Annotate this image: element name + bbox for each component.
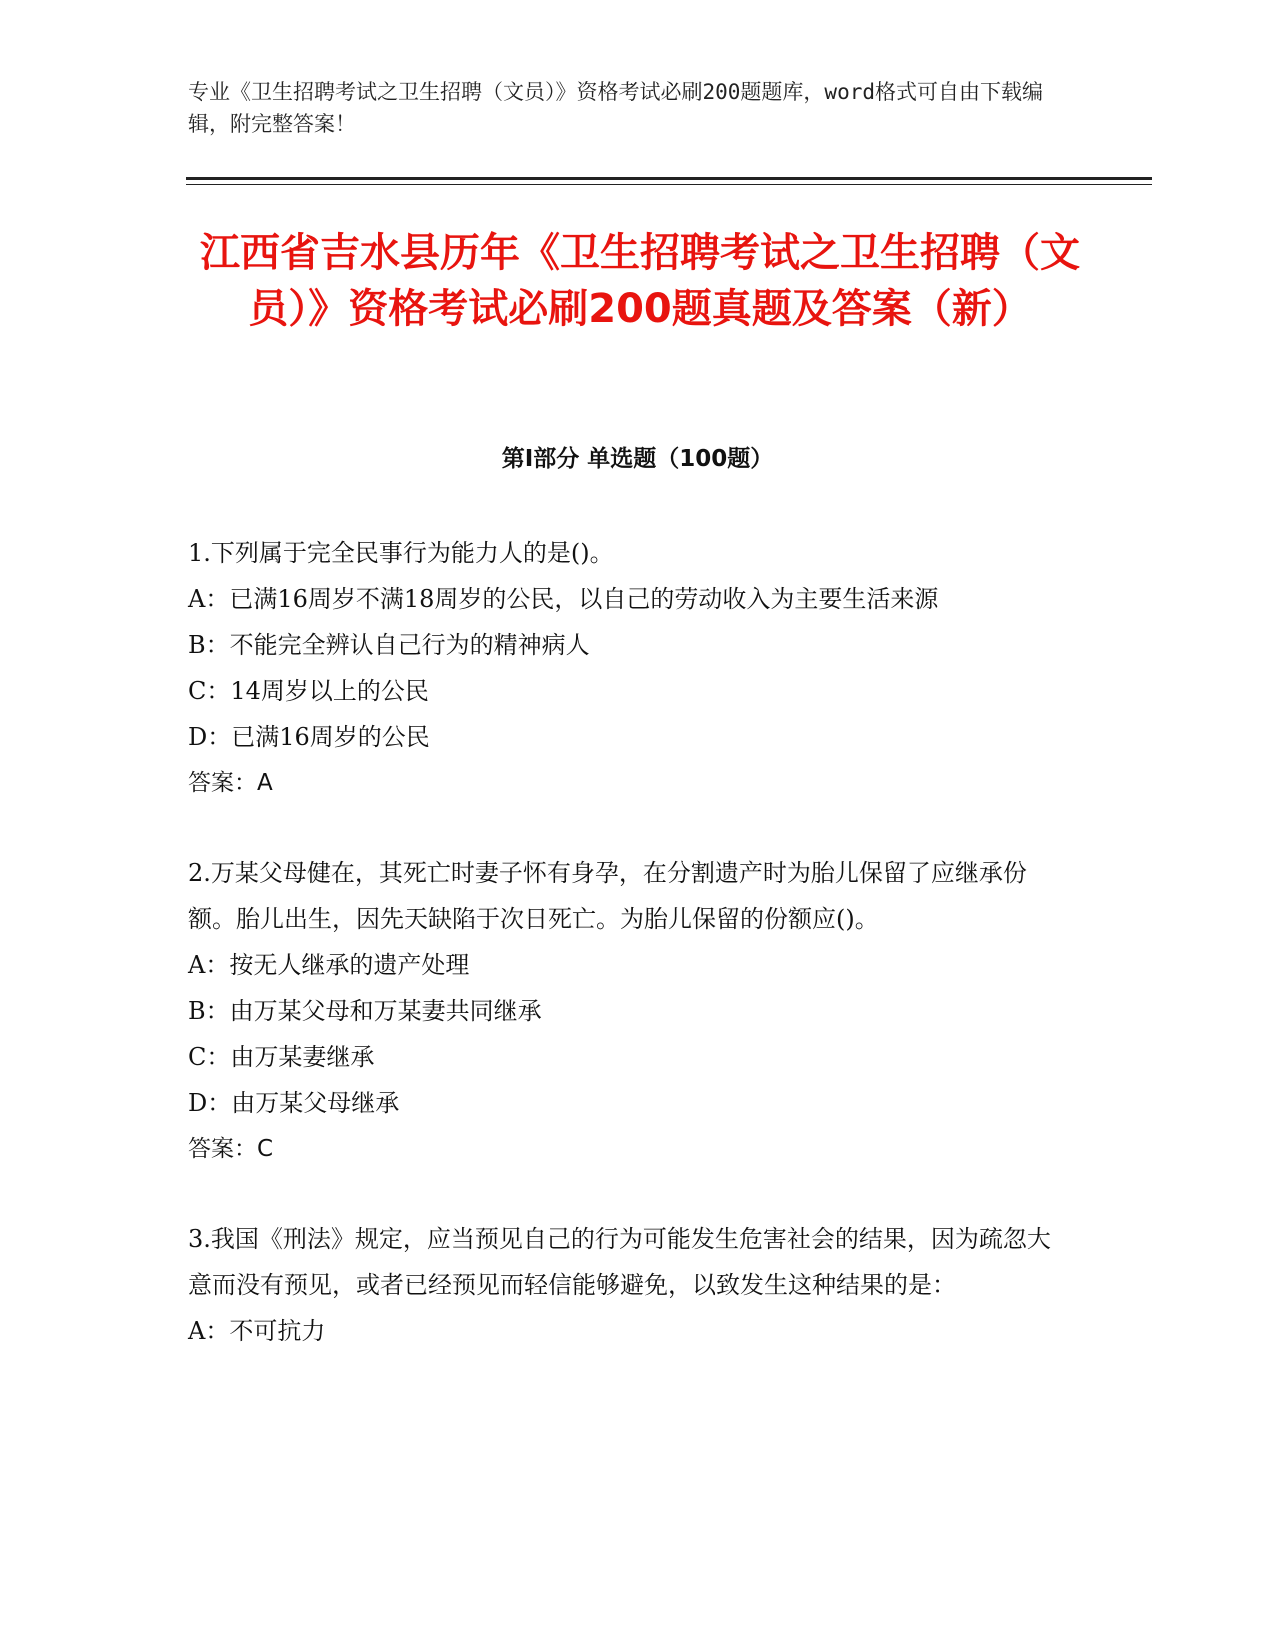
answer-line: 答案：A [188, 770, 273, 796]
question-list [188, 530, 1068, 1398]
section-heading: 第Ⅰ部分 单选题（100题） [501, 446, 774, 472]
header-note: 专业《卫生招聘考试之卫生招聘（文员）》资格考试必刷200题题库，word格式可自由下载编辑，附完整答案！ [188, 80, 1043, 136]
answer-line: 答案：C [188, 1136, 274, 1162]
question-1 [188, 530, 1068, 806]
option-a: A：不可抗力 [188, 1317, 326, 1345]
option-b: B：不能完全辨认自己行为的精神病人 [188, 631, 590, 659]
question-3 [188, 1216, 1068, 1354]
question-stem: 3.我国《刑法》规定，应当预见自己的行为可能发生危害社会的结果，因为疏忽大意而没有预见，或者已经预见而轻信能够避免，以致发生这种结果的是： [188, 1225, 1051, 1299]
option-a: A：按无人继承的遗产处理 [188, 951, 470, 979]
option-d: D：已满16周岁的公民 [188, 723, 430, 751]
option-a: A：已满16周岁不满18周岁的公民，以自己的劳动收入为主要生活来源 [188, 585, 939, 613]
header-rule-thick [186, 177, 1152, 180]
header-rule-thin [186, 184, 1152, 185]
option-d: D：由万某父母继承 [188, 1089, 400, 1117]
question-2 [188, 850, 1068, 1172]
option-c: C：由万某妻继承 [188, 1043, 375, 1071]
question-stem: 2.万某父母健在，其死亡时妻子怀有身孕，在分割遗产时为胎儿保留了应继承份额。胎儿出生，因先天缺陷于次日死亡。为胎儿保留的份额应()。 [188, 859, 1027, 933]
document-title: 江西省吉水县历年《卫生招聘考试之卫生招聘（文员）》资格考试必刷200题真题及答案（新） [200, 230, 1080, 332]
option-c: C：14周岁以上的公民 [188, 677, 429, 705]
question-stem: 1.下列属于完全民事行为能力人的是()。 [188, 539, 614, 567]
option-b: B：由万某父母和万某妻共同继承 [188, 997, 542, 1025]
